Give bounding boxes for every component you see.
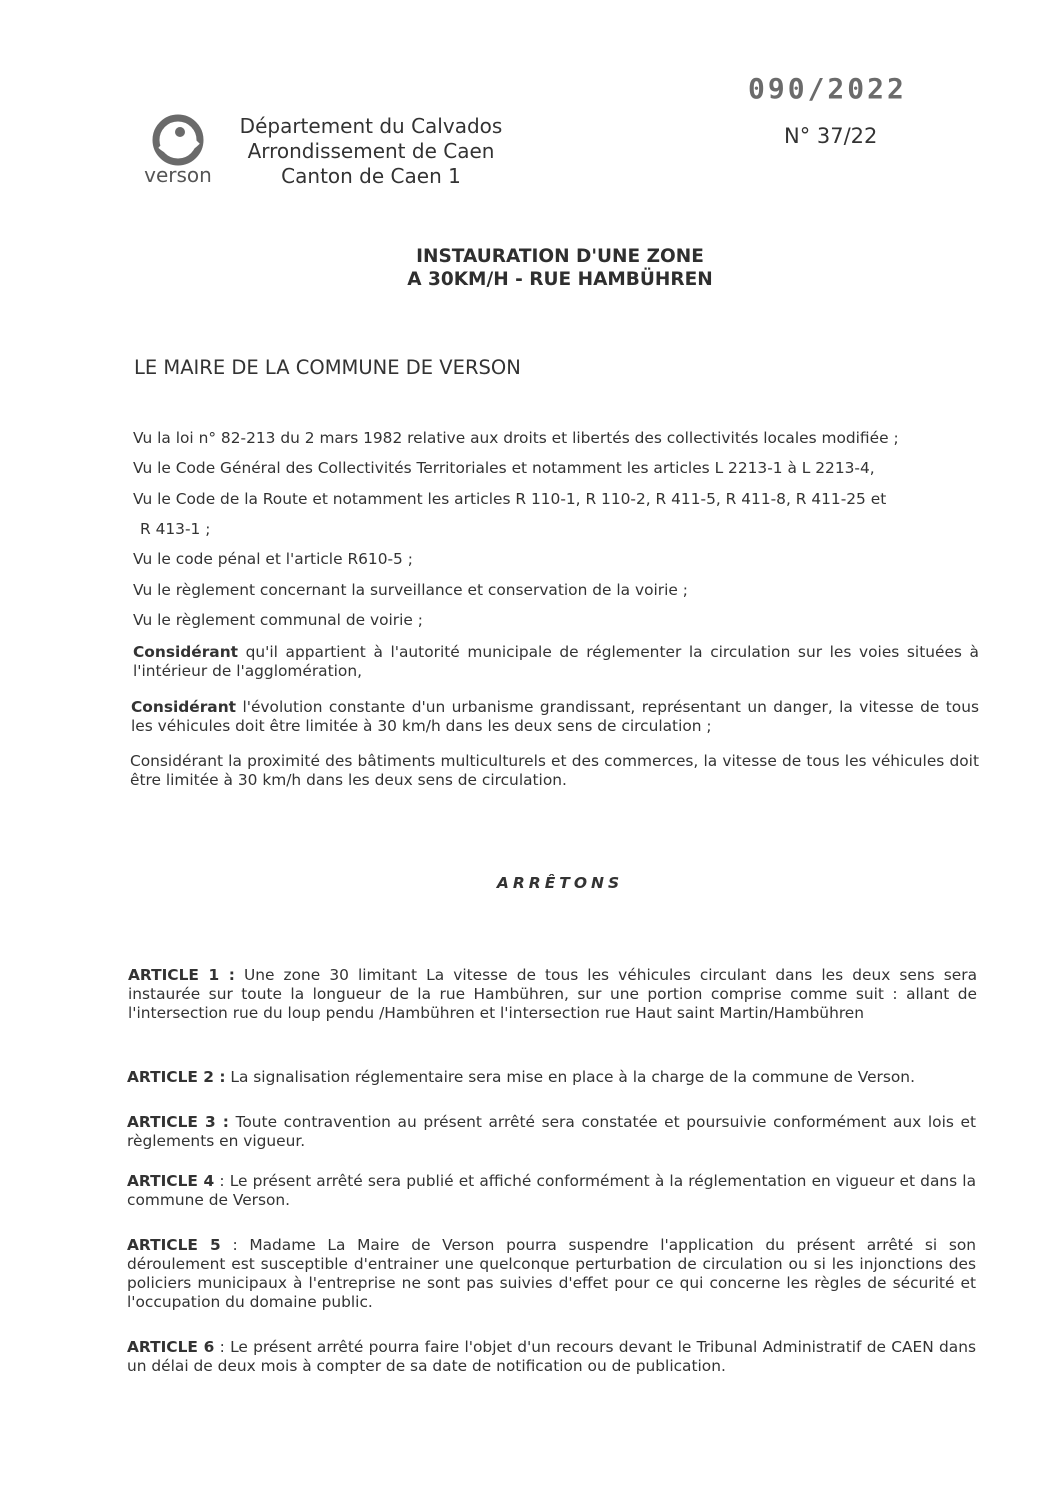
vu-line-2: Vu le Code Général des Collectivités Territoriales et notamment les articles L 2213-1 à L 2213-4, [133,459,875,477]
considerant-2 [131,698,979,736]
arretons-heading: ARRÊTONS [496,874,624,892]
article-6 [127,1338,976,1376]
decree-number: N° 37/22 [784,124,878,148]
vu-line-1: Vu la loi n° 82-213 du 2 mars 1982 relative aux droits et libertés des collectivités locales modifiée ; [133,429,899,447]
department-header [226,114,516,189]
article-4-text: : Le présent arrêté sera publié et affiché conformément à la réglementation en vigueur et dans la commune de Verson. [127,1172,976,1209]
considerant-2-label: Considérant [131,698,237,716]
article-5-label: ARTICLE 5 [127,1236,221,1254]
article-4 [127,1172,976,1210]
article-2-label: ARTICLE 2 : [127,1068,226,1086]
considerant-1 [133,643,979,681]
vu-line-6: Vu le règlement concernant la surveillance et conservation de la voirie ; [133,581,688,599]
department-name: Département du Calvados [239,114,503,138]
canton-name: Canton de Caen 1 [281,164,461,188]
considerant-2-text: l'évolution constante d'un urbanisme grandissant, représentant un danger, la vitesse de tous les véhicules doit être limitée à 30 km/h dans les deux sens de circulation ; [131,698,979,735]
article-3-label: ARTICLE 3 : [127,1113,229,1131]
article-6-label: ARTICLE 6 [127,1338,215,1356]
article-4-label: ARTICLE 4 [127,1172,215,1190]
article-2-text: La signalisation réglementaire sera mise en place à la charge de la commune de Verson. [225,1068,915,1086]
article-2 [127,1068,976,1087]
considerant-1-text: qu'il appartient à l'autorité municipale de réglementer la circulation sur les voies situées à l'intérieur de l'agglomération, [133,643,979,680]
arrondissement-name: Arrondissement de Caen [247,139,495,163]
document-title [300,245,820,291]
article-3-text: Toute contravention au présent arrêté sera constatée et poursuivie conformément aux lois et règlements en vigueur. [127,1113,976,1150]
logo-text: verson [144,163,212,187]
vu-line-5: Vu le code pénal et l'article R610-5 ; [133,550,413,568]
vu-line-3: Vu le Code de la Route et notamment les articles R 110-1, R 110-2, R 411-5, R 411-8, R 411-25 et [133,490,887,508]
vu-line-4: R 413-1 ; [140,520,211,538]
title-line-2: A 30KM/H - RUE HAMBÜHREN [407,269,713,290]
article-5-text: : Madame La Maire de Verson pourra suspendre l'application du présent arrêté si son déroulement est susceptible d'entrainer une quelconque perturbation de circulation ou si les injonctions des policiers municipaux à l'entreprise ne sont pas suivies d'effet pour ce qui concerne les règles de sécurité et l'occupation du domaine public. [127,1236,977,1311]
issuer-heading: LE MAIRE DE LA COMMUNE DE VERSON [134,356,521,379]
article-1-label: ARTICLE 1 : [128,966,235,984]
article-5 [127,1236,976,1312]
considerant-1-label: Considérant [133,643,239,661]
article-1 [128,966,977,1023]
vu-line-7: Vu le règlement communal de voirie ; [133,611,423,629]
considerant-3: Considérant la proximité des bâtiments multiculturels et des commerces, la vitesse de tous les véhicules doit être limitée à 30 km/h dans les deux sens de circulation. [130,752,979,789]
registration-stamp: 090/2022 [748,72,907,105]
title-line-1: INSTAURATION D'UNE ZONE [416,246,704,267]
article-3 [127,1113,976,1151]
article-1-text: Une zone 30 limitant La vitesse de tous les véhicules circulant dans les deux sens sera instaurée sur toute la longueur de la rue Hambühren, sur une portion comprise comme suit : allant de l'intersection rue du loup pendu /Hambühren et l'intersection rue Haut saint Martin/Hambühren [128,966,977,1022]
article-6-text: : Le présent arrêté pourra faire l'objet d'un recours devant le Tribunal Administratif de CAEN dans un délai de deux mois à compter de sa date de notification ou de publication. [127,1338,976,1375]
